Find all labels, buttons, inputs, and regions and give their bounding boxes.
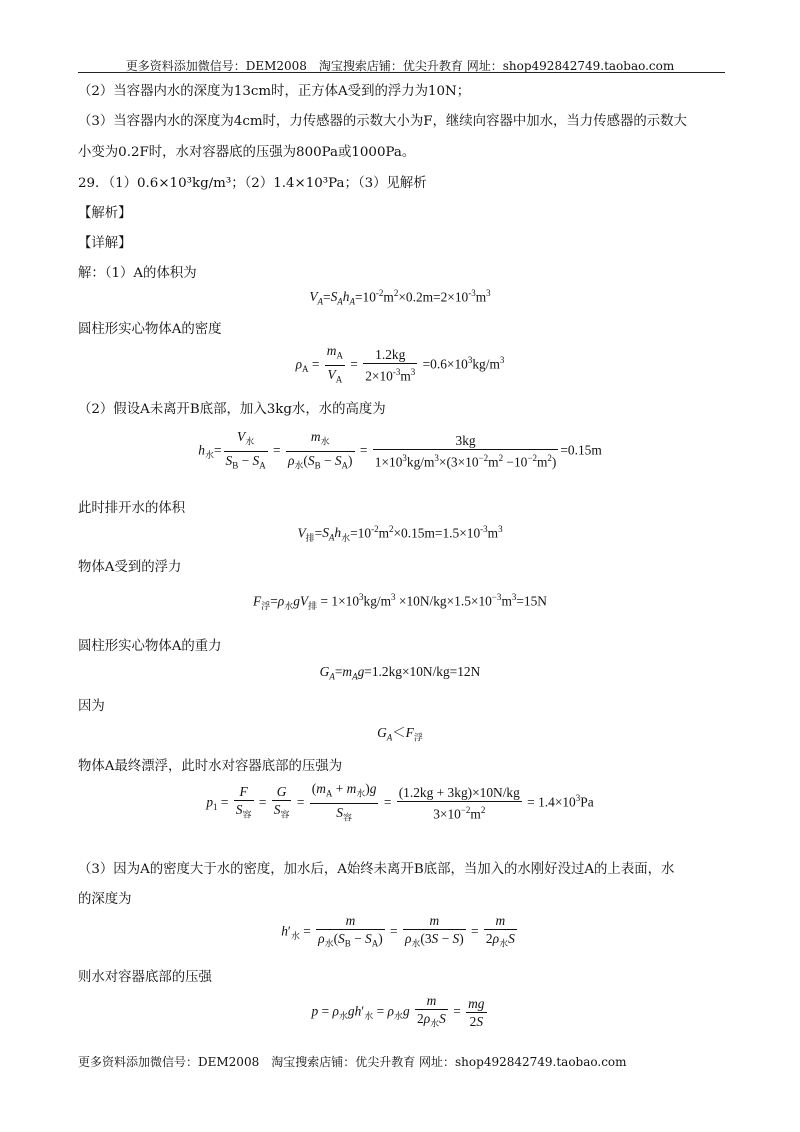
header-rule <box>78 72 725 73</box>
text-line: 的深度为 <box>78 892 132 907</box>
equation-buoyancy: $F_浮=\rho_水gV_排 = 1\times 10^3kg/m^3 \times 10N/kg\times 1.5\times 10^{-3}m^3=15N$ <box>253 592 547 612</box>
text-line: （2）假设A未离开B底部，加入3kg水，水的高度为 <box>78 402 386 417</box>
text-line: （3）因为A的密度大于水的密度，加水后，A始终未离开B底部，当加入的水刚好没过A的上表面，水 <box>78 862 675 877</box>
text-line: 因为 <box>78 699 105 714</box>
equation-pressure: $p_1$ = $\frac{F}{S_容}$ = $\frac{G}{S_容}$ = $\frac{(m_A + m_水)g}{S_容}$ = $\frac{(1.2kg + 3kg)\times 10N/kg}{3\times 10^{-2}m^2}$ = $1.4\times 10^3Pa$ <box>0 780 800 826</box>
text-line: 解：（1）A的体积为 <box>78 266 197 281</box>
equation-final-pressure: $p = \rho_水gh'_水 = \rho_水g$ $\frac{m}{2\rho_水S}$ = $\frac{mg}{2S}$ <box>0 992 800 1033</box>
equation-compare: $G_A<F_浮$ <box>377 725 423 743</box>
equation-height: $h_水=$ $\frac{V_水}{S_B - S_A}$ = $\frac{m_水}{\rho_水(S_B - S_A)}$ = $\frac{3kg}{1\times 10^3kg/m^3\times(3\times 10^{-2}m^2 -10^{-2}m^2)}$ =0.15m <box>0 428 800 474</box>
text-line: （3）当容器内水的深度为4cm时，力传感器的示数大小为F，继续向容器中加水，当力传感器的示数大 <box>78 114 687 129</box>
text-line: 物体A最终漂浮，此时水对容器底部的压强为 <box>78 759 343 774</box>
section-heading: 【详解】 <box>78 236 132 251</box>
equation-weight: $G_A=m_Ag=1.2kg\times 10N/kg=12N$ <box>319 664 481 682</box>
answer-line: 29．（1）0.6×10³kg/m³；（2）1.4×10³Pa；（3）见解析 <box>78 176 427 191</box>
equation-volume: $V_A=S_Ah_A=10^{-2}m^2\times 0.2m=2\times 10^{-3}m^3$ <box>309 288 491 308</box>
text-line: 则水对容器底部的压强 <box>78 970 212 985</box>
equation-displaced-volume: $V_排=S_Ah_水=10^{-2}m^2\times 0.15m=1.5\times 10^{-3}m^3$ <box>297 524 503 544</box>
text-line: 此时排开水的体积 <box>78 501 186 516</box>
text-line: 物体A受到的浮力 <box>78 560 182 575</box>
page-header: 更多资料添加微信号：DEM2008 淘宝搜索店铺：优尖升教育 网址：shop492842749.taobao.com <box>125 59 675 73</box>
text-line: 圆柱形实心物体A的密度 <box>78 322 222 337</box>
text-line: 小变为0.2F时，水对容器底的压强为800Pa或1000Pa。 <box>78 145 416 160</box>
section-heading: 【解析】 <box>78 206 132 221</box>
equation-density: $\rho_A$ = $\frac{m_A}{V_A}$ = $\frac{1.2kg}{2\times 10^{-3}m^3}$ $=0.6\times 10^3kg/m^3$ <box>0 342 800 388</box>
text-line: 圆柱形实心物体A的重力 <box>78 639 222 654</box>
equation-depth: $h'_水$ = $\frac{m}{\rho_水(S_B - S_A)}$ = $\frac{m}{\rho_水(3S - S)}$ = $\frac{m}{2\rho_水S}$ <box>0 912 800 953</box>
text-line: （2）当容器内水的深度为13cm时，正方体A受到的浮力为10N； <box>78 84 471 99</box>
page-footer: 更多资料添加微信号：DEM2008 淘宝搜索店铺：优尖升教育 网址：shop492842749.taobao.com <box>78 1055 627 1069</box>
